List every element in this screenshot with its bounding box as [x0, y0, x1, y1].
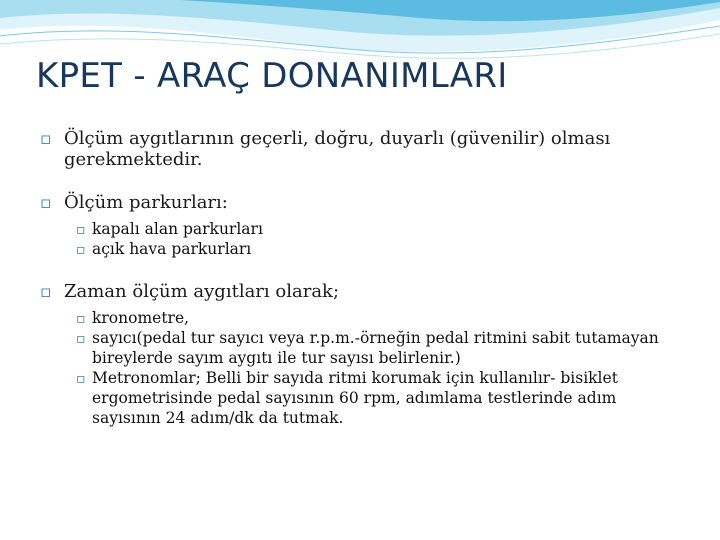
bullet-marker-icon: ▫ [40, 129, 52, 149]
sub-bullet-marker-icon: ▫ [76, 311, 86, 327]
bullet-marker-icon: ▫ [40, 282, 52, 302]
sub-bullet-marker-icon: ▫ [76, 222, 86, 238]
bullet-text: Zaman ölçüm aygıtları olarak; [64, 281, 340, 302]
sub-bullet-text: Metronomlar; Belli bir sayıda ritmi korumak için kullanılır- bisiklet ergometrisinde pedal sayısının 60 rpm, adımlama testlerinde adım sayısının 24 adım/dk da tutmak. [92, 369, 618, 427]
bullet-item [40, 192, 680, 213]
sub-bullet-text: kapalı alan parkurları [92, 220, 263, 238]
sub-bullet-marker-icon: ▫ [76, 331, 86, 347]
sub-bullet-marker-icon: ▫ [76, 242, 86, 258]
sub-bullet-item [76, 328, 680, 368]
sub-bullet-text: açık hava parkurları [92, 240, 252, 258]
sub-bullet-item [76, 219, 680, 239]
slide-title: KPET - ARAÇ DONANIMLARI [36, 56, 508, 96]
sub-bullet-text: kronometre, [92, 309, 190, 327]
bullet-item [40, 128, 680, 170]
sub-bullet-text: sayıcı(pedal tur sayıcı veya r.p.m.-örneğin pedal ritmini sabit tutamayan bireylerde sayım aygıtı ile tur sayısı belirlenir.) [92, 329, 659, 367]
bullet-marker-icon: ▫ [40, 193, 52, 213]
sub-bullet-item [76, 239, 680, 259]
sub-bullet-item [76, 368, 680, 428]
sub-bullet-item [76, 308, 680, 328]
bullet-list [40, 128, 680, 428]
bullet-item [40, 281, 680, 302]
sub-bullet-marker-icon: ▫ [76, 371, 86, 387]
bullet-text: Ölçüm parkurları: [64, 192, 228, 213]
bullet-text: Ölçüm aygıtlarının geçerli, doğru, duyarlı (güvenilir) olması gerekmektedir. [64, 128, 611, 170]
